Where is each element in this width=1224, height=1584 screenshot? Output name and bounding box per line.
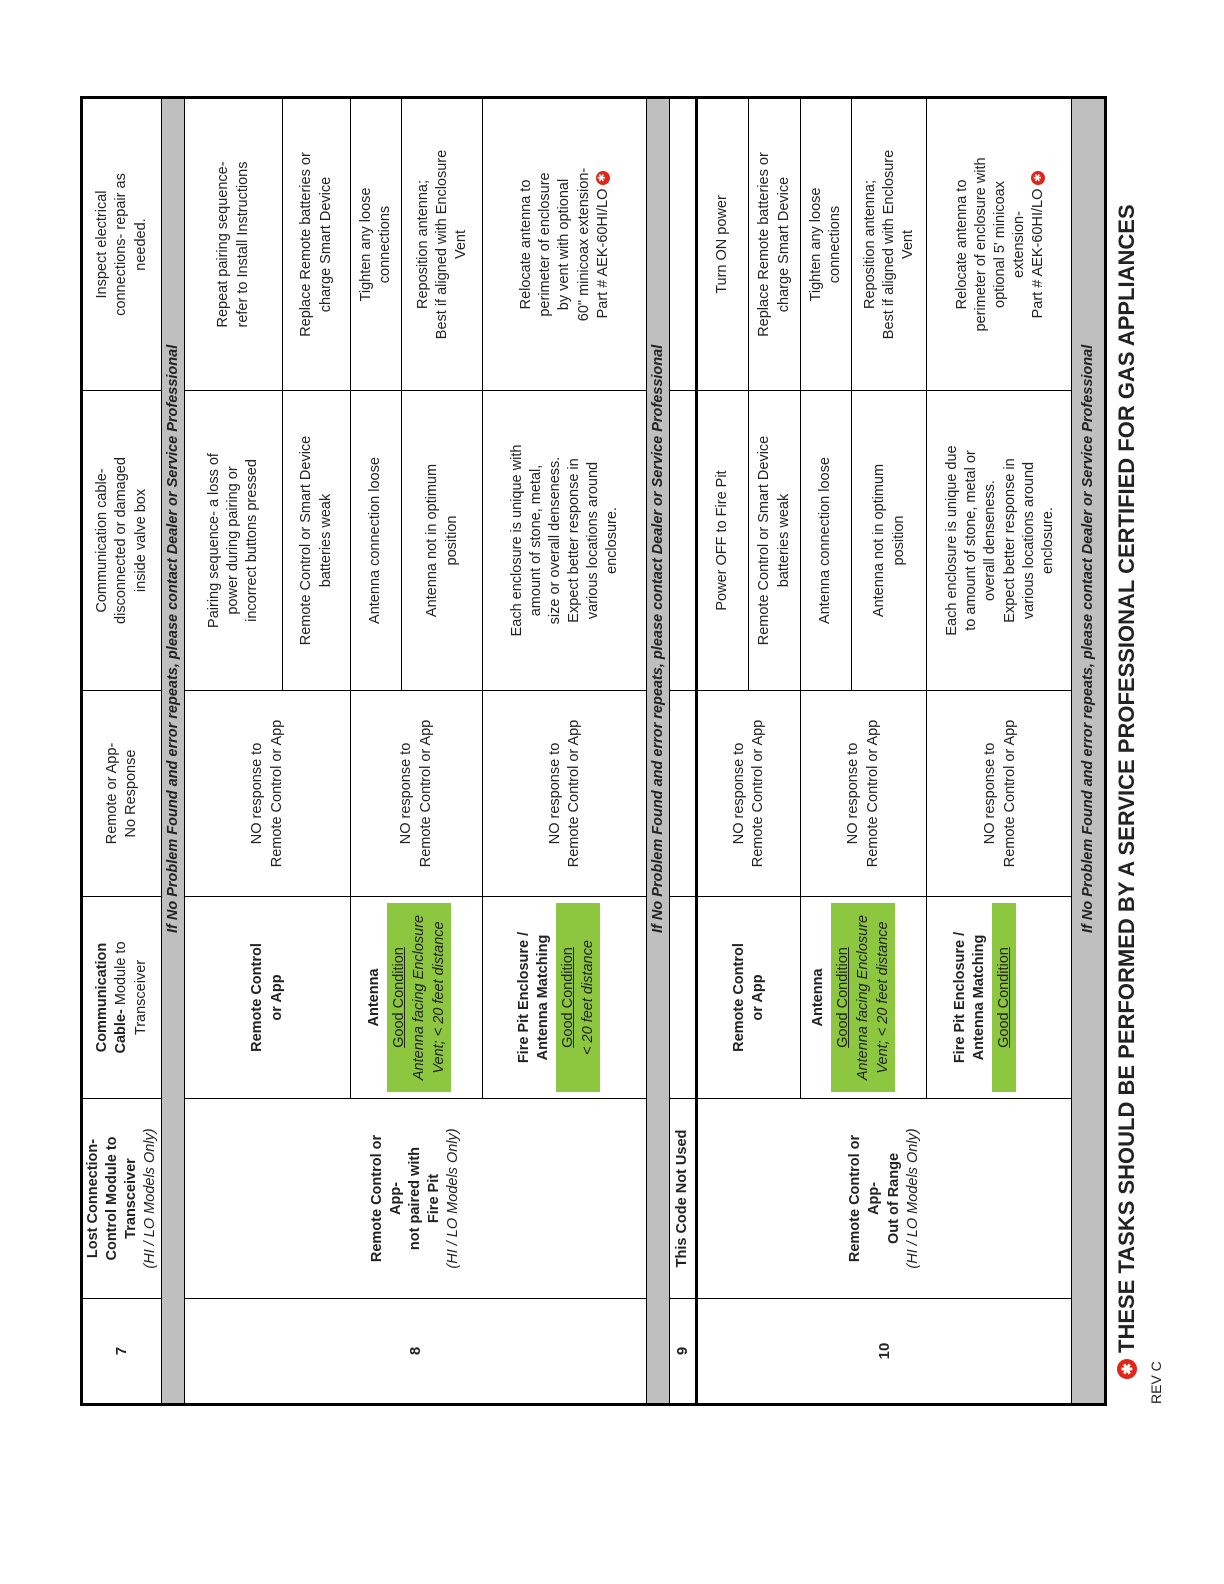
component-cell: Fire Pit Enclosure / Antenna Matching Good Condition — [927, 897, 1074, 1099]
cause-cell: Remote Control or Smart Device batteries weak — [748, 391, 800, 691]
description-cell: Lost Connection- Control Module to Transceiver (HI / LO Models Only) — [83, 1099, 161, 1299]
good-condition-highlight: Good Condition < 20 feet distance — [556, 903, 600, 1092]
good-condition-highlight: Good Condition Antenna facing Enclosure Vent; < 20 feet distance — [387, 903, 451, 1092]
remedy-cell: Reposition antenna; Best if aligned with Enclosure Vent — [851, 99, 927, 391]
subrow-remote — [698, 99, 800, 1099]
subrow-enclosure — [926, 99, 1074, 1099]
cause-cell: Each enclosure is unique due to amount of stone, metal or overall denseness. Expect better response in various locations around enclosure. — [927, 391, 1074, 691]
troubleshooting-table — [80, 96, 1107, 1406]
table-row-7 — [83, 99, 161, 1403]
remedy-cell: Repeat pairing sequence- refer to Install Instructions — [185, 99, 282, 391]
symptom-cell: Remote or App- No Response — [83, 691, 161, 897]
symptom-cell: NO response to Remote Control or App — [185, 691, 350, 897]
remedy-cell: Replace Remote batteries or charge Smart Device — [748, 99, 800, 391]
cause-cell: Pairing sequence- a loss of power during pairing or incorrect buttons pressed — [185, 391, 282, 691]
table-row-10 — [695, 99, 1071, 1403]
code-cell: 9 — [673, 1346, 691, 1356]
dealer-note: If No Problem Found and error repeats, please contact Dealer or Service Professional — [161, 99, 184, 1403]
symptom-cell: NO response to Remote Control or App — [801, 691, 926, 897]
symptom-cell: NO response to Remote Control or App — [927, 691, 1074, 897]
description-cell: This Code Not Used — [670, 1099, 695, 1299]
code-cell: 7 — [113, 1346, 131, 1356]
code-cell: 10 — [875, 1342, 893, 1360]
component-cell: Antenna Good Condition Antenna facing Enclosure Vent; < 20 feet distance — [801, 897, 926, 1099]
good-condition-highlight: Good Condition — [992, 903, 1016, 1092]
subrow-enclosure — [482, 99, 647, 1099]
empty-cell — [670, 391, 695, 691]
service-professional-warning: ✱ THESE TASKS SHOULD BE PERFORMED BY A SERVICE PROFESSIONAL CERTIFIED FOR GAS APPLIANCES — [1114, 204, 1140, 1379]
remedy-cell: Tighten any loose connections — [801, 99, 851, 391]
remedy-cell: Tighten any loose connections — [351, 99, 401, 391]
table-row-9 — [669, 99, 695, 1403]
good-condition-highlight: Good Condition Antenna facing Enclosure Vent; < 20 feet distance — [831, 903, 895, 1092]
symptom-cell: NO response to Remote Control or App — [351, 691, 482, 897]
description-cell: Remote Control or App- not paired with Fire Pit (HI / LO Models Only) — [185, 1099, 646, 1299]
cause-cell: Antenna not in optimum position — [401, 391, 483, 691]
remedy-cell: Reposition antenna; Best if aligned with Enclosure Vent — [401, 99, 483, 391]
remedy-cell: Relocate antenna to perimeter of enclosure with optional 5' minicoax extension- Part # AEK-60HI/LO✱ — [927, 99, 1074, 391]
dealer-note: If No Problem Found and error repeats, please contact Dealer or Service Professional — [1071, 99, 1104, 1403]
cause-cell: Antenna connection loose — [801, 391, 851, 691]
component-cell: Remote Control or App — [185, 897, 350, 1099]
description-cell: Remote Control or App- Out of Range (HI / LO Models Only) — [698, 1099, 1071, 1299]
component-cell: Antenna Good Condition Antenna facing Enclosure Vent; < 20 feet distance — [351, 897, 482, 1099]
table-row-8 — [184, 99, 646, 1403]
subrow-antenna — [800, 99, 926, 1099]
cause-cell: Antenna connection loose — [351, 391, 401, 691]
symptom-cell: NO response to Remote Control or App — [698, 691, 800, 897]
asterisk-circle-icon: ✱ — [1117, 1359, 1137, 1379]
cause-cell: Antenna not in optimum position — [851, 391, 927, 691]
revision-label: REV C — [1148, 1361, 1164, 1404]
cause-cell: Communication cable- disconnected or damaged inside valve box — [83, 391, 161, 691]
component-cell: Remote Control or App — [698, 897, 800, 1099]
dealer-note: If No Problem Found and error repeats, please contact Dealer or Service Professional — [646, 99, 669, 1403]
cause-cell: Each enclosure is unique with amount of stone, metal, size or overall denseness. Expect better response in various locations around enclosure. — [483, 391, 647, 691]
cause-cell: Remote Control or Smart Device batteries weak — [282, 391, 350, 691]
empty-cell — [670, 99, 695, 391]
remedy-cell: Turn ON power — [698, 99, 748, 391]
remedy-cell: Relocate antenna to perimeter of enclosure by vent with optional 60" minicoax extension- Part # AEK-60HI/LO✱ — [483, 99, 647, 391]
empty-cell — [670, 897, 695, 1099]
remedy-cell: Replace Remote batteries or charge Smart Device — [282, 99, 350, 391]
component-cell: Fire Pit Enclosure / Antenna Matching Good Condition < 20 feet distance — [483, 897, 647, 1099]
code-cell: 8 — [406, 1346, 424, 1356]
symptom-cell: NO response to Remote Control or App — [483, 691, 647, 897]
asterisk-circle-icon: ✱ — [1031, 171, 1045, 185]
empty-cell — [670, 691, 695, 897]
remedy-cell: Inspect electrical connections- repair as needed. — [83, 99, 161, 391]
cause-cell: Power OFF to Fire Pit — [698, 391, 748, 691]
component-cell: Communication Cable- Module to Transceiver — [83, 897, 161, 1099]
asterisk-circle-icon: ✱ — [596, 171, 610, 185]
subrow-remote — [185, 99, 350, 1403]
subrow-antenna — [350, 99, 482, 1099]
